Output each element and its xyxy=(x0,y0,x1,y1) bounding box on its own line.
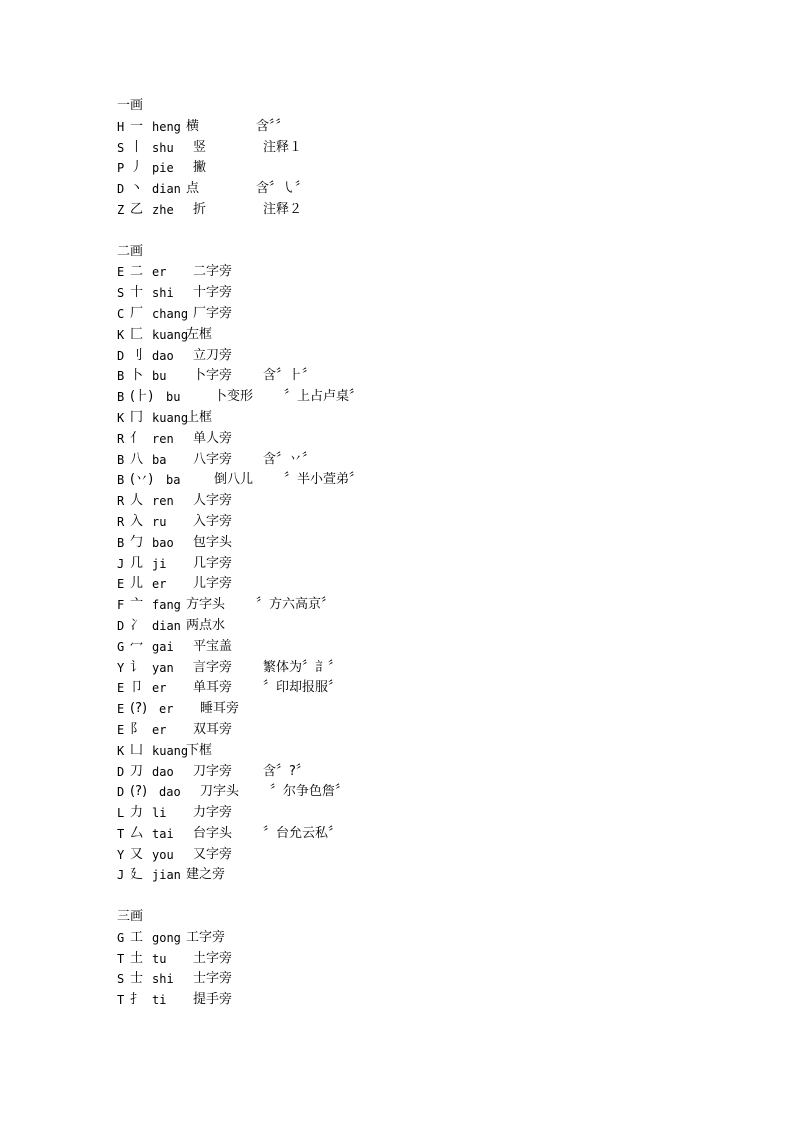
radical-note: 含〞丷〞 xyxy=(263,451,316,467)
radical-row xyxy=(117,803,757,824)
radical-note: 含〞〞 xyxy=(256,118,289,134)
radical-name: 台字头 xyxy=(193,825,233,841)
section-heading: 二画 xyxy=(117,243,144,259)
radical-glyph: 士 xyxy=(130,971,144,987)
radical-row xyxy=(117,824,757,845)
radical-name: 刀字头 xyxy=(200,784,240,800)
radical-initial-letter: B xyxy=(117,473,125,488)
radical-pinyin: shi xyxy=(152,972,174,987)
radical-glyph: 入 xyxy=(130,513,144,529)
radical-name: 工字旁 xyxy=(186,929,226,945)
radical-initial-letter: E xyxy=(117,702,125,717)
radical-row xyxy=(117,658,757,679)
radical-name: 竖 xyxy=(193,139,207,155)
radical-glyph: 亻 xyxy=(130,430,144,446)
radical-pinyin: shu xyxy=(152,140,174,155)
radical-glyph: 工 xyxy=(130,929,144,945)
radical-name: 方字头 xyxy=(186,597,226,613)
radical-list-document xyxy=(117,96,757,1011)
radical-pinyin: ren xyxy=(152,494,174,509)
radical-pinyin: dao xyxy=(152,764,174,779)
radical-note: 含〞?〞 xyxy=(263,763,309,779)
radical-row xyxy=(117,533,757,554)
radical-row xyxy=(117,949,757,970)
radical-initial-letter: L xyxy=(117,806,125,821)
radical-name: 言字旁 xyxy=(193,659,233,675)
radical-row xyxy=(117,346,757,367)
radical-name: 刀字旁 xyxy=(193,763,233,779)
radical-name: 建之旁 xyxy=(186,867,226,883)
radical-name: 倒八儿 xyxy=(214,472,254,488)
section-heading: 一画 xyxy=(117,98,144,113)
radical-glyph: 厂 xyxy=(130,305,144,321)
radical-row xyxy=(117,512,757,533)
radical-initial-letter: B xyxy=(117,369,125,384)
radical-glyph: 力 xyxy=(130,805,144,821)
radical-note: 〞台允云私〞 xyxy=(263,825,342,841)
radical-initial-letter: D xyxy=(117,618,125,633)
radical-name: 撇 xyxy=(193,160,207,176)
radical-row xyxy=(117,720,757,741)
radical-pinyin: er xyxy=(159,702,174,717)
radical-initial-letter: Y xyxy=(117,660,125,675)
radical-name: 又字旁 xyxy=(193,846,233,862)
radical-name: 横 xyxy=(186,118,200,134)
radical-name: 八字旁 xyxy=(193,451,233,467)
radical-glyph: 凵 xyxy=(130,742,144,758)
radical-pinyin: zhe xyxy=(152,202,174,217)
radical-pinyin: chang xyxy=(152,306,189,321)
radical-row xyxy=(117,179,757,200)
radical-glyph: 儿 xyxy=(130,576,144,592)
radical-name: 包字头 xyxy=(193,534,233,550)
radical-pinyin: ru xyxy=(152,514,167,529)
radical-initial-letter: Y xyxy=(117,847,125,862)
radical-initial-letter: S xyxy=(117,286,125,301)
radical-pinyin: ba xyxy=(166,473,181,488)
radical-pinyin: fang xyxy=(152,598,181,613)
radical-initial-letter: Z xyxy=(117,202,125,217)
radical-glyph: 刂 xyxy=(130,347,144,363)
radical-pinyin: shi xyxy=(152,286,174,301)
radical-initial-letter: F xyxy=(117,598,125,613)
radical-glyph: (?) xyxy=(130,784,148,800)
radical-row xyxy=(117,450,757,471)
radical-initial-letter: J xyxy=(117,556,125,571)
radical-initial-letter: R xyxy=(117,514,125,529)
radical-row xyxy=(117,741,757,762)
radical-pinyin: dao xyxy=(152,348,174,363)
section-heading: 三画 xyxy=(117,909,144,925)
radical-row xyxy=(117,762,757,783)
radical-initial-letter: E xyxy=(117,722,125,737)
radical-initial-letter: D xyxy=(117,182,125,197)
radical-pinyin: heng xyxy=(152,119,181,134)
radical-row xyxy=(117,138,757,159)
radical-note: 繁体为〞訁〞 xyxy=(263,659,342,675)
radical-pinyin: bu xyxy=(166,390,181,405)
radical-pinyin: yan xyxy=(152,660,174,675)
radical-name: 左框 xyxy=(186,326,213,342)
radical-pinyin: er xyxy=(152,722,167,737)
radical-pinyin: li xyxy=(152,806,167,821)
radical-row xyxy=(117,470,757,491)
radical-glyph: 土 xyxy=(130,950,144,966)
radical-pinyin: you xyxy=(152,847,174,862)
radical-name: 下框 xyxy=(186,742,213,758)
radical-pinyin: bu xyxy=(152,369,167,384)
radical-name: 卜字旁 xyxy=(193,368,233,384)
radical-glyph: 匚 xyxy=(130,326,144,342)
radical-note: 〞尔争色詹〞 xyxy=(270,784,349,800)
radical-initial-letter: C xyxy=(117,306,125,321)
radical-glyph: 卜 xyxy=(130,368,144,384)
radical-name: 立刀旁 xyxy=(193,347,233,363)
radical-row xyxy=(117,283,757,304)
radical-name: 平宝盖 xyxy=(193,638,233,654)
radical-initial-letter: G xyxy=(117,639,125,654)
radical-glyph: 亠 xyxy=(130,597,144,613)
radical-row xyxy=(117,408,757,429)
radical-initial-letter: K xyxy=(117,410,125,425)
radical-glyph: 八 xyxy=(130,451,144,467)
radical-name: 睡耳旁 xyxy=(200,701,240,717)
radical-pinyin: tai xyxy=(152,826,174,841)
radical-row xyxy=(117,158,757,179)
radical-name: 上框 xyxy=(186,409,213,425)
radical-glyph: 扌 xyxy=(130,992,144,1008)
radical-glyph: 厶 xyxy=(130,825,144,841)
radical-initial-letter: R xyxy=(117,431,125,446)
radical-initial-letter: T xyxy=(117,993,125,1008)
radical-initial-letter: E xyxy=(117,265,125,280)
radical-row xyxy=(117,325,757,346)
radical-glyph: 冖 xyxy=(130,638,144,654)
radical-glyph: 一 xyxy=(130,118,144,134)
radical-glyph: 刀 xyxy=(130,763,144,779)
radical-glyph: (?) xyxy=(130,701,148,717)
radical-name: 单人旁 xyxy=(193,430,233,446)
radical-name: 几字旁 xyxy=(193,555,233,571)
radical-row xyxy=(117,200,757,221)
radical-glyph: 丨 xyxy=(130,139,144,155)
radical-initial-letter: B xyxy=(117,390,125,405)
radical-pinyin: kuang xyxy=(152,743,189,758)
radical-row xyxy=(117,699,757,720)
radical-initial-letter: K xyxy=(117,743,125,758)
radical-initial-letter: D xyxy=(117,348,125,363)
radical-glyph: 冂 xyxy=(130,409,144,425)
radical-name: 十字旁 xyxy=(193,285,233,301)
radical-glyph: 廴 xyxy=(130,867,144,883)
radical-glyph: 讠 xyxy=(130,659,144,675)
radical-initial-letter: S xyxy=(117,972,125,987)
radical-glyph: 卩 xyxy=(130,680,144,696)
radical-glyph: 勹 xyxy=(130,534,144,550)
radical-row xyxy=(117,969,757,990)
radical-note: 〞方六高京〞 xyxy=(256,597,335,613)
radical-pinyin: er xyxy=(152,577,167,592)
radical-name: 儿字旁 xyxy=(193,576,233,592)
radical-glyph: 丶 xyxy=(130,181,144,197)
radical-pinyin: ji xyxy=(152,556,167,571)
radical-row xyxy=(117,429,757,450)
radical-name: 士字旁 xyxy=(193,971,233,987)
radical-pinyin: jian xyxy=(152,868,181,883)
radical-initial-letter: H xyxy=(117,119,125,134)
radical-initial-letter: T xyxy=(117,826,125,841)
radical-glyph: 人 xyxy=(130,493,144,509)
radical-initial-letter: K xyxy=(117,327,125,342)
radical-name: 力字旁 xyxy=(193,805,233,821)
radical-name: 两点水 xyxy=(186,617,226,633)
radical-initial-letter: D xyxy=(117,764,125,779)
radical-row xyxy=(117,928,757,949)
radical-note: 注释２ xyxy=(263,201,303,217)
radical-name: 二字旁 xyxy=(193,264,233,280)
radical-name: 折 xyxy=(193,201,207,217)
radical-initial-letter: D xyxy=(117,785,125,800)
radical-pinyin: gong xyxy=(152,930,181,945)
radical-initial-letter: P xyxy=(117,161,125,176)
radical-pinyin: gai xyxy=(152,639,174,654)
radical-initial-letter: R xyxy=(117,494,125,509)
radical-initial-letter: B xyxy=(117,452,125,467)
radical-name: 入字旁 xyxy=(193,513,233,529)
radical-pinyin: dian xyxy=(152,618,181,633)
radical-row xyxy=(117,117,757,138)
radical-pinyin: dao xyxy=(159,785,181,800)
radical-glyph: 冫 xyxy=(130,617,144,633)
radical-initial-letter: T xyxy=(117,951,125,966)
radical-note: 含〞㇂〞 xyxy=(256,181,309,197)
radical-row xyxy=(117,782,757,803)
radical-pinyin: ba xyxy=(152,452,167,467)
radical-glyph: (⺊) xyxy=(130,389,154,405)
radical-name: 提手旁 xyxy=(193,992,233,1008)
radical-row xyxy=(117,990,757,1011)
radical-pinyin: ti xyxy=(152,993,167,1008)
radical-glyph: 乙 xyxy=(130,201,144,217)
radical-row xyxy=(117,304,757,325)
radical-note: 含〞⺊〞 xyxy=(263,368,316,384)
radical-glyph: (丷) xyxy=(130,472,154,488)
radical-initial-letter: S xyxy=(117,140,125,155)
radical-name: 双耳旁 xyxy=(193,721,233,737)
radical-initial-letter: J xyxy=(117,868,125,883)
radical-initial-letter: B xyxy=(117,535,125,550)
radical-row xyxy=(117,678,757,699)
radical-glyph: 丿 xyxy=(130,160,144,176)
radical-note: 注释１ xyxy=(263,139,303,155)
radical-row xyxy=(117,616,757,637)
radical-pinyin: er xyxy=(152,265,167,280)
radical-name: 卜变形 xyxy=(214,389,254,405)
radical-pinyin: bao xyxy=(152,535,174,550)
radical-row xyxy=(117,554,757,575)
radical-name: 土字旁 xyxy=(193,950,233,966)
radical-pinyin: tu xyxy=(152,951,167,966)
radical-note: 〞上占卢桌〞 xyxy=(284,389,363,405)
radical-glyph: 二 xyxy=(130,264,144,280)
radical-name: 点 xyxy=(186,181,200,197)
radical-row xyxy=(117,637,757,658)
radical-row xyxy=(117,865,757,886)
radical-row xyxy=(117,387,757,408)
radical-glyph: 几 xyxy=(130,555,144,571)
radical-name: 厂字旁 xyxy=(193,305,233,321)
radical-row xyxy=(117,262,757,283)
radical-row xyxy=(117,574,757,595)
radical-name: 单耳旁 xyxy=(193,680,233,696)
radical-row xyxy=(117,845,757,866)
radical-pinyin: dian xyxy=(152,182,181,197)
radical-pinyin: pie xyxy=(152,161,174,176)
radical-pinyin: kuang xyxy=(152,327,189,342)
radical-row xyxy=(117,491,757,512)
radical-note: 〞半小萱弟〞 xyxy=(284,472,363,488)
radical-glyph: 又 xyxy=(130,846,144,862)
radical-note: 〞印却报服〞 xyxy=(263,680,342,696)
radical-row xyxy=(117,366,757,387)
radical-initial-letter: G xyxy=(117,930,125,945)
radical-pinyin: ren xyxy=(152,431,174,446)
radical-initial-letter: E xyxy=(117,577,125,592)
radical-row xyxy=(117,595,757,616)
radical-glyph: 十 xyxy=(130,285,144,301)
radical-glyph: 阝 xyxy=(130,721,144,737)
radical-initial-letter: E xyxy=(117,681,125,696)
radical-name: 人字旁 xyxy=(193,493,233,509)
radical-pinyin: kuang xyxy=(152,410,189,425)
radical-pinyin: er xyxy=(152,681,167,696)
